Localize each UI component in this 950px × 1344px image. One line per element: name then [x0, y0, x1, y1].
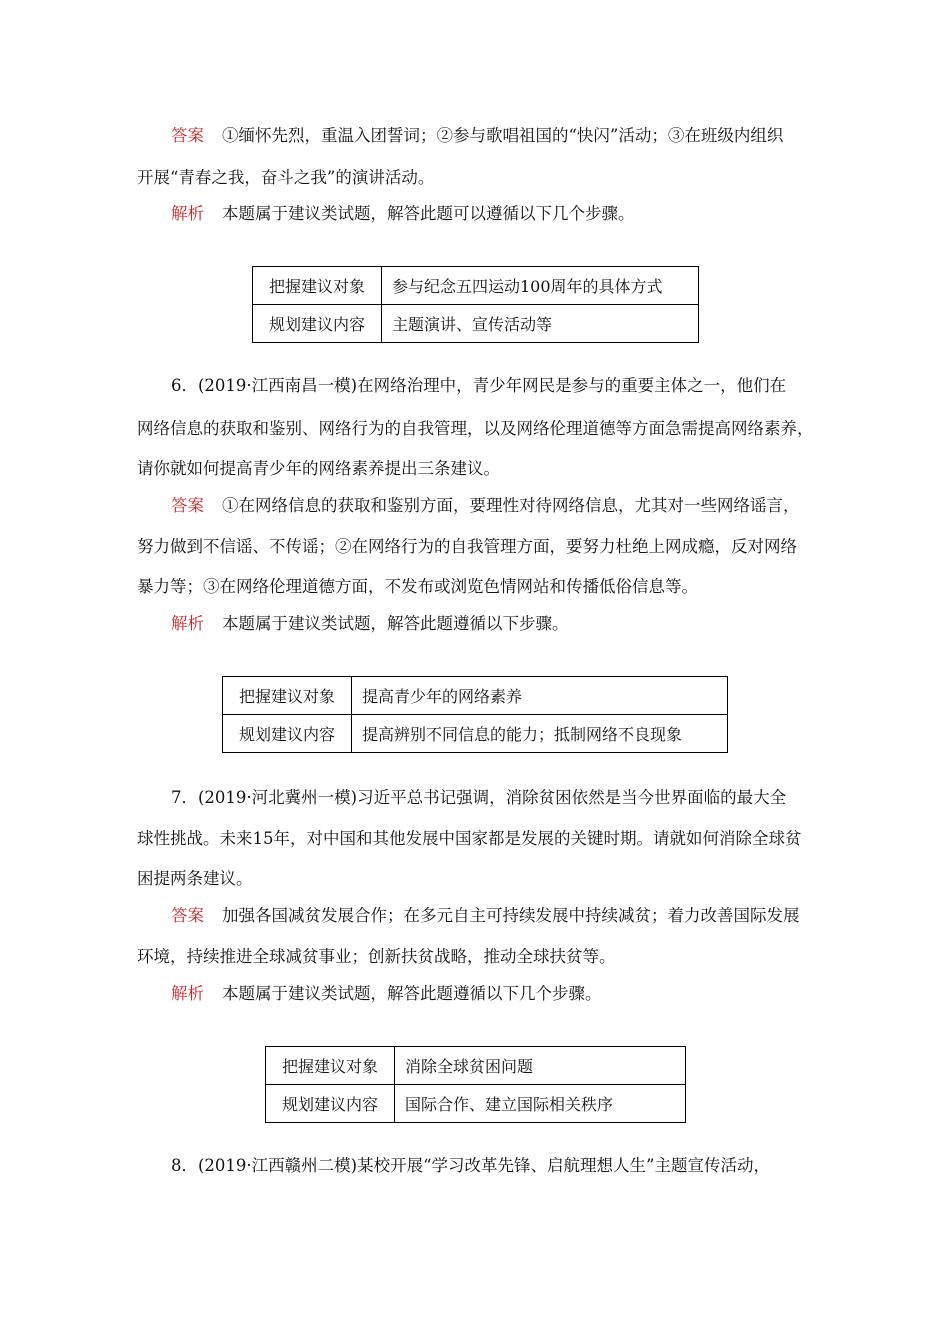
advice-table [252, 266, 699, 343]
answer-text: ①缅怀先烈，重温入团誓词；②参与歌唱祖国的“快闪”活动；③在班级内组织 [222, 126, 784, 145]
answer-line: 暴力等；③在网络伦理道德方面，不发布或浏览色情网站和传播低俗信息等。 [137, 577, 698, 596]
table-value: 国际合作、建立国际相关秩序 [395, 1085, 686, 1123]
answer-line [171, 905, 800, 927]
analysis-label: 解析 [171, 614, 204, 633]
table-key: 把握建议对象 [223, 677, 352, 715]
table-value: 主题演讲、宣传活动等 [382, 305, 699, 343]
analysis-line [171, 613, 569, 635]
question-6-line: 6．(2019·江西南昌一模)在网络治理中，青少年网民是参与的重要主体之一，他们在 [171, 376, 787, 395]
analysis-label: 解析 [171, 984, 204, 1003]
table-value: 参与纪念五四运动100周年的具体方式 [382, 267, 699, 305]
answer-text: 加强各国减贫发展合作；在多元自主可持续发展中持续减贫；着力改善国际发展 [222, 906, 800, 925]
table-key: 规划建议内容 [223, 715, 352, 753]
answer-line: 环境，持续推进全球减贫事业；创新扶贫战略，推动全球扶贫等。 [137, 947, 616, 966]
table-key: 把握建议对象 [266, 1047, 395, 1085]
table-row [266, 1085, 686, 1123]
table-row [223, 715, 728, 753]
question-6-line: 网络信息的获取和鉴别、网络行为的自我管理，以及网络伦理道德等方面急需提高网络素养， [137, 419, 814, 438]
question-7-line: 球性挑战。未来15年，对中国和其他发展中国家都是发展的关键时期。请就如何消除全球贫 [137, 829, 802, 848]
question-8-line: 8．(2019·江西赣州二模)某校开展“学习改革先锋、启航理想人生”主题宣传活动， [171, 1156, 770, 1175]
table-key: 规划建议内容 [266, 1085, 395, 1123]
question-7-line: 困提两条建议。 [137, 869, 253, 888]
answer-line [171, 495, 800, 517]
table-value: 提高青少年的网络素养 [352, 677, 728, 715]
table-key: 规划建议内容 [253, 305, 382, 343]
answer-line: 开展“青春之我，奋斗之我”的演讲活动。 [137, 168, 435, 187]
table-key: 把握建议对象 [253, 267, 382, 305]
analysis-line [171, 203, 635, 225]
question-7-line: 7．(2019·河北冀州一模)习近平总书记强调，消除贫困依然是当今世界面临的最大全 [171, 788, 787, 807]
answer-label: 答案 [171, 496, 204, 515]
table-row [223, 677, 728, 715]
analysis-text: 本题属于建议类试题，解答此题可以遵循以下几个步骤。 [222, 204, 635, 223]
analysis-line [171, 983, 602, 1005]
advice-table [222, 676, 728, 753]
question-6-line: 请你就如何提高青少年的网络素养提出三条建议。 [137, 459, 500, 478]
answer-line [171, 125, 783, 147]
table-row [266, 1047, 686, 1085]
answer-text: ①在网络信息的获取和鉴别方面，要理性对待网络信息，尤其对一些网络谣言， [222, 496, 800, 515]
table-row [253, 267, 699, 305]
analysis-label: 解析 [171, 204, 204, 223]
answer-label: 答案 [171, 906, 204, 925]
analysis-text: 本题属于建议类试题，解答此题遵循以下几个步骤。 [222, 984, 602, 1003]
answer-line: 努力做到不信谣、不传谣；②在网络行为的自我管理方面，要努力杜绝上网成瘾，反对网络 [137, 537, 797, 556]
table-value: 提高辨别不同信息的能力；抵制网络不良现象 [352, 715, 728, 753]
answer-label: 答案 [171, 126, 204, 145]
table-value: 消除全球贫困问题 [395, 1047, 686, 1085]
advice-table [265, 1046, 686, 1123]
table-row [253, 305, 699, 343]
analysis-text: 本题属于建议类试题，解答此题遵循以下步骤。 [222, 614, 569, 633]
